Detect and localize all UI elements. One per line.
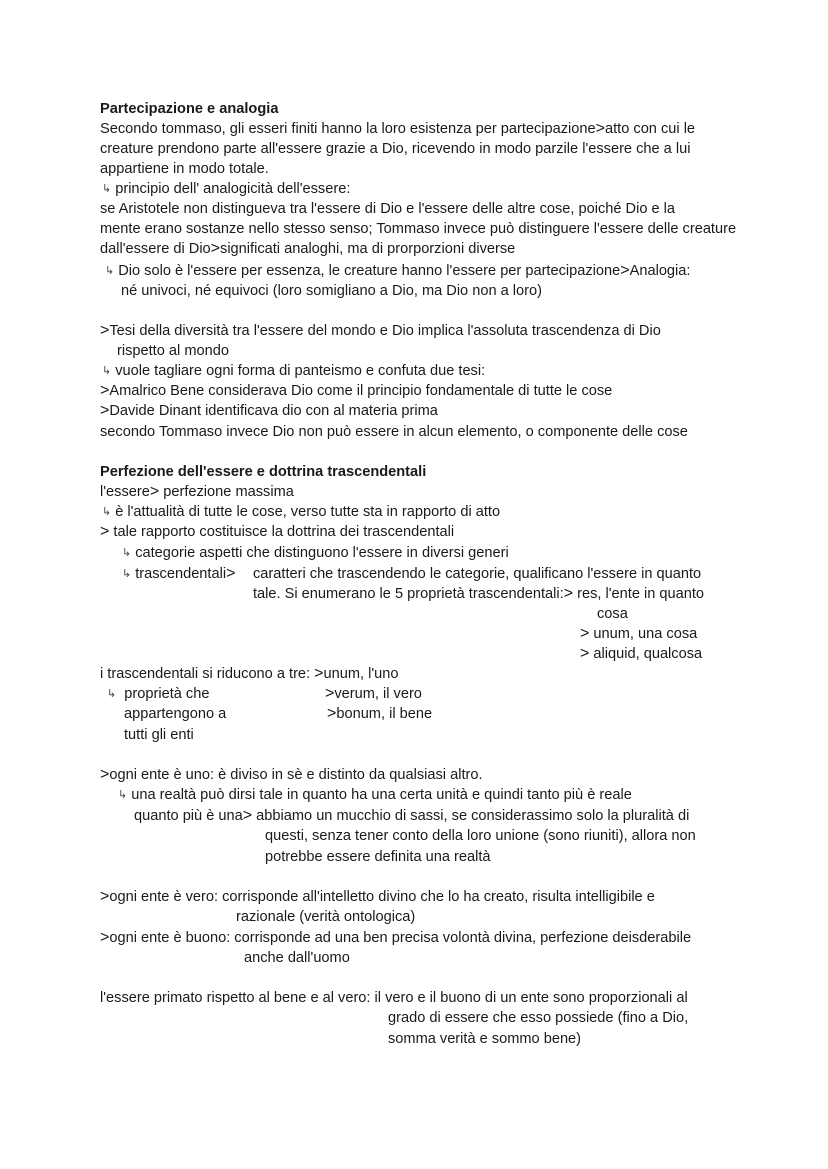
- gt-arrow-icon: >: [563, 585, 574, 602]
- text-line: né univoci, né equivoci (loro somigliano a Dio, ma Dio non a loro): [121, 283, 543, 299]
- text: Tesi della diversità tra l'essere del mondo e Dio implica l'assoluta trascendenza di Dio: [109, 323, 661, 339]
- text: proprietà che: [124, 686, 210, 702]
- text-line: [100, 239, 515, 259]
- section-title: Perfezione dell'essere e dottrina trascendentali: [100, 464, 427, 480]
- text-line: [100, 522, 454, 542]
- text: una realtà può dirsi tale in quanto ha una certa unità e quindi tanto più è reale: [131, 787, 632, 803]
- text-line: [122, 543, 509, 564]
- text-line: [100, 664, 399, 684]
- text: tale rapporto costituisce la dottrina dei trascendentali: [113, 524, 455, 540]
- gt-arrow-icon: >: [100, 888, 110, 905]
- return-arrow-icon: ↳: [102, 506, 112, 518]
- text-line: se Aristotele non distingueva tra l'essere di Dio e l'essere delle altre cose, poiché Dio e la: [100, 201, 676, 217]
- text: quanto più è una: [134, 808, 243, 824]
- gt-arrow-icon: >: [100, 766, 110, 783]
- gt-arrow-icon: >: [620, 262, 630, 279]
- gt-arrow-icon: >: [100, 402, 110, 419]
- text-line: [122, 564, 235, 585]
- text-line: appartengono a: [124, 706, 227, 722]
- text: Amalrico Bene considerava Dio come il principio fondamentale di tutte le cose: [109, 383, 613, 399]
- text: significati analoghi, ma di prorporzioni diverse: [220, 241, 516, 257]
- text: categorie aspetti che distinguono l'essere in diversi generi: [135, 545, 509, 561]
- gt-arrow-icon: >: [226, 565, 236, 582]
- text-line: [107, 684, 209, 705]
- text: Dio solo è l'essere per essenza, le creature hanno l'essere per partecipazione: [118, 263, 621, 279]
- text-line: [105, 261, 690, 282]
- gt-arrow-icon: >: [327, 705, 337, 722]
- gt-arrow-icon: >: [242, 807, 253, 824]
- return-arrow-icon: ↳: [102, 365, 112, 377]
- text-line: potrebbe essere definita una realtà: [265, 849, 491, 865]
- text-line: [102, 361, 485, 382]
- text-line: questi, senza tener conto della loro unione (sono riuniti), allora non: [265, 828, 696, 844]
- text-line: mente erano sostanze nello stesso senso; Tommaso invece può distinguere l'essere delle creature: [100, 221, 737, 237]
- text-line: cosa: [597, 606, 628, 622]
- text: bonum, il bene: [336, 706, 433, 722]
- text: ogni ente è buono: corrisponde ad una ben precisa volontà divina, perfezione deisderabile: [109, 930, 692, 946]
- text-line: [100, 401, 438, 421]
- text-line: [100, 321, 661, 341]
- text-line: rispetto al mondo: [117, 343, 229, 359]
- text: abbiamo un mucchio di sassi, se considerassimo solo la pluralità di: [256, 808, 690, 824]
- text: tale. Si enumerano le 5 proprietà trascendentali:: [253, 586, 564, 602]
- section-title: Partecipazione e analogia: [100, 101, 279, 117]
- text-line: [100, 928, 691, 948]
- return-arrow-icon: ↳: [122, 547, 132, 559]
- text: l'essere: [100, 484, 150, 500]
- text: ogni ente è vero: corrisponde all'intelletto divino che lo ha creato, risulta intelligibile e: [109, 889, 655, 905]
- text: i trascendentali si riducono a tre:: [100, 666, 311, 682]
- text-line: [100, 887, 655, 907]
- text: è l'attualità di tutte le cose, verso tutte sta in rapporto di atto: [115, 504, 501, 520]
- gt-arrow-icon: >: [580, 645, 590, 662]
- text-line: [118, 785, 632, 806]
- text-line: [253, 584, 704, 604]
- return-arrow-icon: ↳: [107, 688, 117, 700]
- text-line: [102, 502, 500, 523]
- gt-arrow-icon: >: [325, 685, 335, 702]
- text-line: appartiene in modo totale.: [100, 161, 269, 177]
- gt-arrow-icon: >: [595, 120, 605, 137]
- text: atto con cui le: [605, 121, 696, 137]
- gt-arrow-icon: >: [580, 625, 590, 642]
- text-line: [100, 381, 612, 401]
- gt-arrow-icon: >: [149, 483, 160, 500]
- text: ogni ente è uno: è diviso in sè e distinto da qualsiasi altro.: [109, 767, 483, 783]
- text: Secondo tommaso, gli esseri finiti hanno la loro esistenza per partecipazione: [100, 121, 596, 137]
- text: Davide Dinant identificava dio con al materia prima: [109, 403, 438, 419]
- text-line: [102, 179, 350, 200]
- text: vuole tagliare ogni forma di panteismo e confuta due tesi:: [115, 363, 486, 379]
- text-line: grado di essere che esso possiede (fino a Dio,: [388, 1010, 689, 1026]
- text-line: razionale (verità ontologica): [236, 909, 416, 925]
- text: dall'essere di Dio: [100, 241, 211, 257]
- return-arrow-icon: ↳: [122, 568, 132, 580]
- text: res, l'ente in quanto: [577, 586, 705, 602]
- text: verum, il vero: [334, 686, 422, 702]
- text-line: anche dall'uomo: [244, 950, 350, 966]
- text: perfezione massima: [163, 484, 294, 500]
- return-arrow-icon: ↳: [105, 265, 115, 277]
- text: Analogia:: [629, 263, 691, 279]
- text: unum, l'uno: [323, 666, 399, 682]
- text-line: [100, 119, 695, 139]
- text: aliquid, qualcosa: [593, 646, 703, 662]
- return-arrow-icon: ↳: [118, 789, 128, 801]
- text-line: [100, 482, 294, 502]
- text-line: [325, 684, 422, 704]
- text: trascendentali: [135, 566, 227, 582]
- gt-arrow-icon: >: [100, 523, 110, 540]
- gt-arrow-icon: >: [100, 929, 110, 946]
- text-line: [580, 644, 702, 664]
- text-line: tutti gli enti: [124, 727, 194, 743]
- text-line: creature prendono parte all'essere grazie a Dio, ricevendo in modo parzile l'essere che a lui: [100, 141, 691, 157]
- return-arrow-icon: ↳: [102, 183, 112, 195]
- text-line: [580, 624, 697, 644]
- text-line: secondo Tommaso invece Dio non può essere in alcun elemento, o componente delle cose: [100, 424, 688, 440]
- gt-arrow-icon: >: [100, 382, 110, 399]
- text-line: [100, 765, 483, 785]
- text-line: l'essere primato rispetto al bene e al vero: il vero e il buono di un ente sono proporzionali al: [100, 990, 688, 1006]
- text-line: [134, 806, 689, 826]
- text-line: [327, 704, 432, 724]
- gt-arrow-icon: >: [210, 240, 221, 257]
- text-line: caratteri che trascendendo le categorie, qualificano l'essere in quanto: [253, 566, 702, 582]
- text: unum, una cosa: [593, 626, 698, 642]
- text: principio dell' analogicità dell'essere:: [115, 181, 351, 197]
- gt-arrow-icon: >: [314, 665, 324, 682]
- text-line: somma verità e sommo bene): [388, 1031, 582, 1047]
- gt-arrow-icon: >: [100, 322, 110, 339]
